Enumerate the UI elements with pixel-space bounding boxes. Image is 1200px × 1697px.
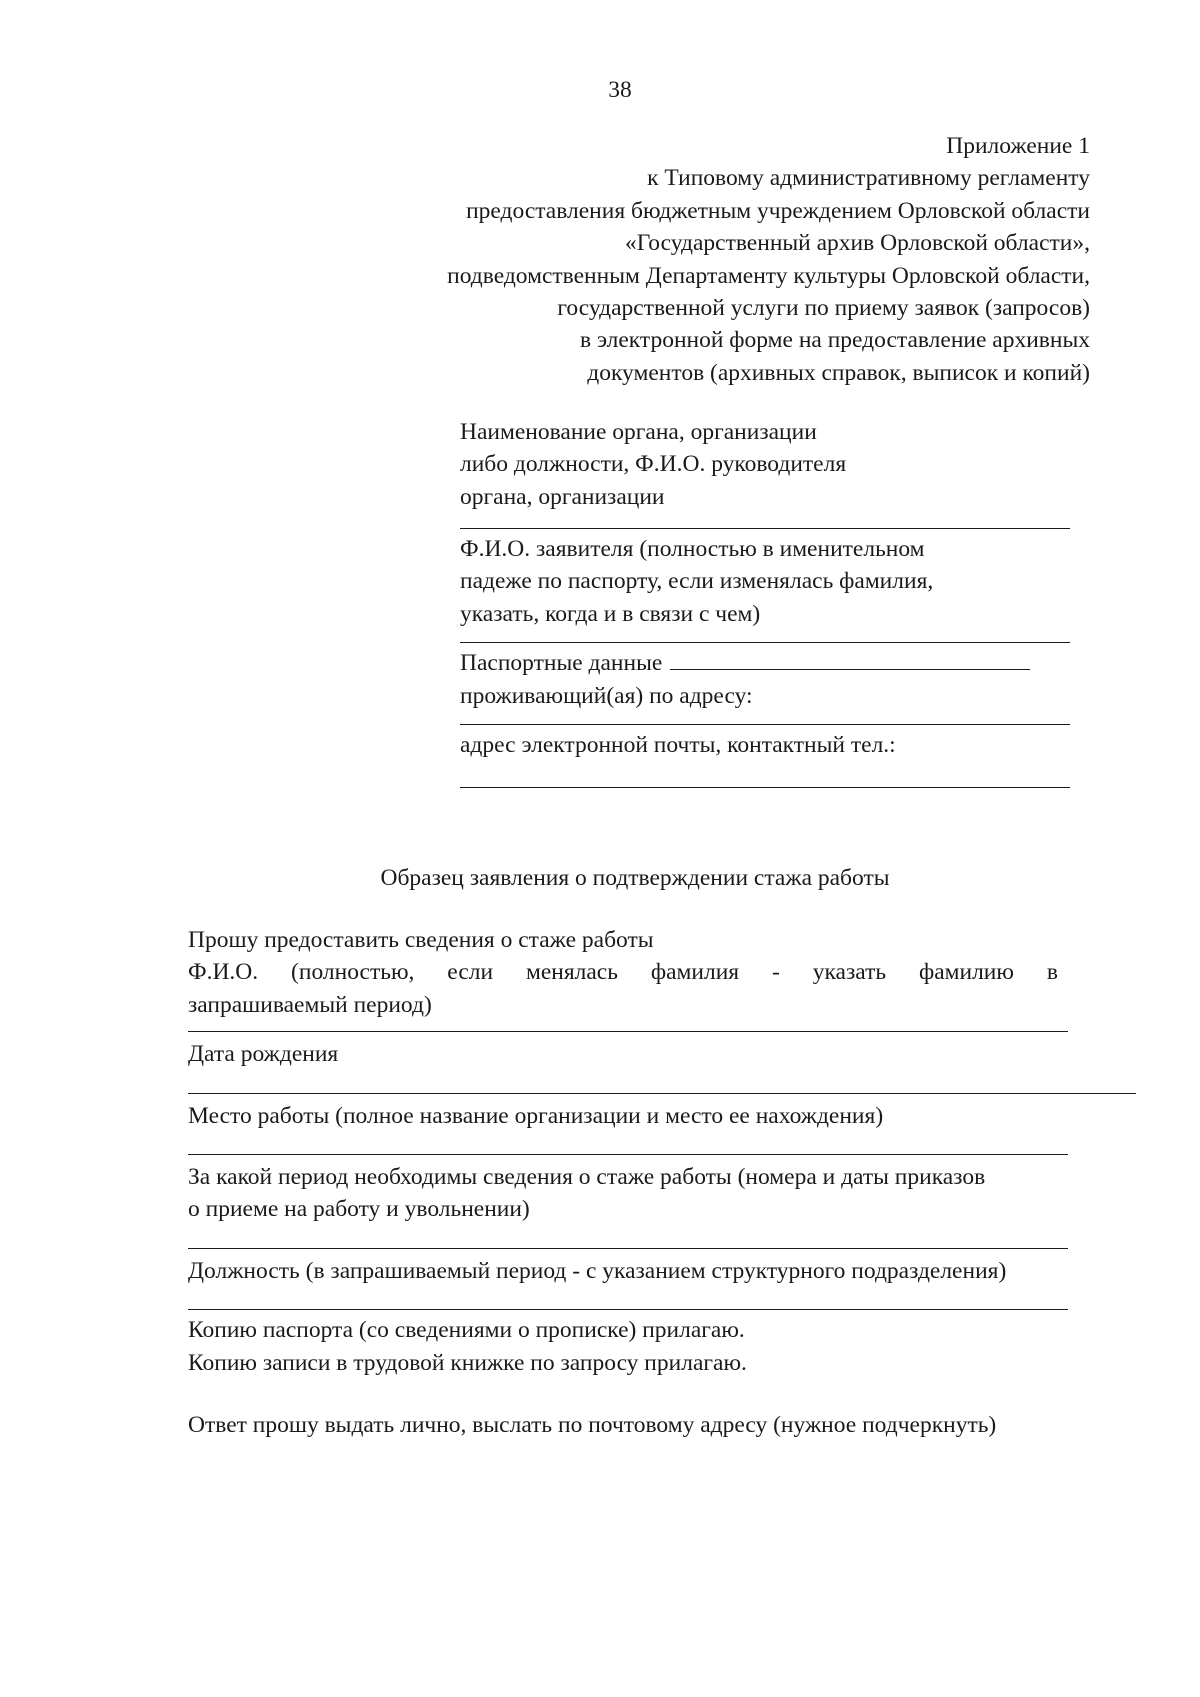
appendix-line: предоставления бюджетным учреждением Орловской области (466, 197, 1090, 224)
fio-word: если (447, 959, 494, 986)
sample-title: Образец заявления о подтверждении стажа работы (380, 865, 890, 891)
birth-date-label: Дата рождения (188, 1041, 339, 1068)
fio-word: указать (812, 959, 887, 986)
applicant-line: Ф.И.О. заявителя (полностью в именительном (460, 536, 925, 562)
org-line: либо должности, Ф.И.О. руководителя (460, 451, 847, 478)
request-text: Прошу предоставить сведения о стаже работы (188, 927, 654, 953)
applicant-line: указать, когда и в связи с чем) (460, 600, 761, 627)
appendix-line: Приложение 1 (946, 133, 1090, 159)
workbook-copy-note: Копию записи в трудовой книжке по запросу прилагаю. (188, 1349, 747, 1376)
appendix-line: к Типовому административному регламенту (647, 165, 1090, 192)
fio-instruction (188, 956, 1058, 988)
org-line: органа, организации (460, 483, 665, 510)
organization-description (460, 416, 1080, 522)
appendix-line: «Государственный архив Орловской области», (625, 230, 1090, 257)
contact-fill-line[interactable] (460, 787, 1070, 788)
period-label-line: о приеме на работу и увольнении) (188, 1196, 530, 1223)
appendix-line: в электронной форме на предоставление архивных (579, 327, 1090, 354)
passport-row (460, 647, 1080, 679)
appendix-line: документов (архивных справок, выписок и копий) (587, 359, 1090, 386)
page-number: 38 (608, 77, 632, 103)
passport-label: Паспортные данные (460, 650, 663, 677)
org-line: Наименование органа, организации (460, 419, 817, 445)
period-label-line: За какой период необходимы сведения о стаже работы (номера и даты приказов (188, 1164, 986, 1191)
applicant-line: падеже по паспорту, если изменялась фамилия, (460, 568, 934, 595)
fio-instruction-tail: запрашиваемый период) (188, 991, 432, 1018)
passport-copy-note: Копию паспорта (со сведениями о прописке) прилагаю. (188, 1317, 745, 1344)
fio-fill-line[interactable] (188, 1031, 1068, 1032)
position-fill-line[interactable] (188, 1309, 1068, 1310)
fio-word: Ф.И.О. (188, 959, 259, 986)
passport-fill-line[interactable] (670, 647, 1030, 670)
fio-word: в (1046, 959, 1058, 986)
workplace-fill-line[interactable] (188, 1154, 1068, 1155)
contact-label: адрес электронной почты, контактный тел.: (460, 732, 896, 759)
period-fill-line[interactable] (188, 1248, 1068, 1249)
appendix-header (290, 130, 1090, 389)
applicant-description (460, 533, 1080, 630)
position-label: Должность (в запрашиваемый период - с указанием структурного подразделения) (188, 1257, 1007, 1284)
fio-word: (полностью, (291, 959, 415, 986)
fio-word: фамилию (918, 959, 1014, 986)
applicant-fill-line[interactable] (460, 642, 1070, 643)
application-form (188, 924, 1138, 1441)
appendix-line: подведомственным Департаменту культуры Орловской области, (447, 262, 1090, 289)
organization-fill-line[interactable] (460, 528, 1070, 529)
fio-word: менялась (525, 959, 618, 986)
fio-word: - (771, 959, 780, 986)
addressee-block (460, 416, 1080, 788)
residence-label: проживающий(ая) по адресу: (460, 682, 753, 709)
delivery-method-text: Ответ прошу выдать лично, выслать по почтовому адресу (нужное подчеркнуть) (188, 1412, 997, 1439)
fio-word: фамилия (650, 959, 740, 986)
appendix-line: государственной услуги по приему заявок (запросов) (557, 295, 1090, 322)
birth-date-fill-line[interactable] (188, 1093, 1136, 1094)
workplace-label: Место работы (полное название организации и место ее нахождения) (188, 1102, 884, 1129)
address-fill-line[interactable] (460, 724, 1070, 725)
